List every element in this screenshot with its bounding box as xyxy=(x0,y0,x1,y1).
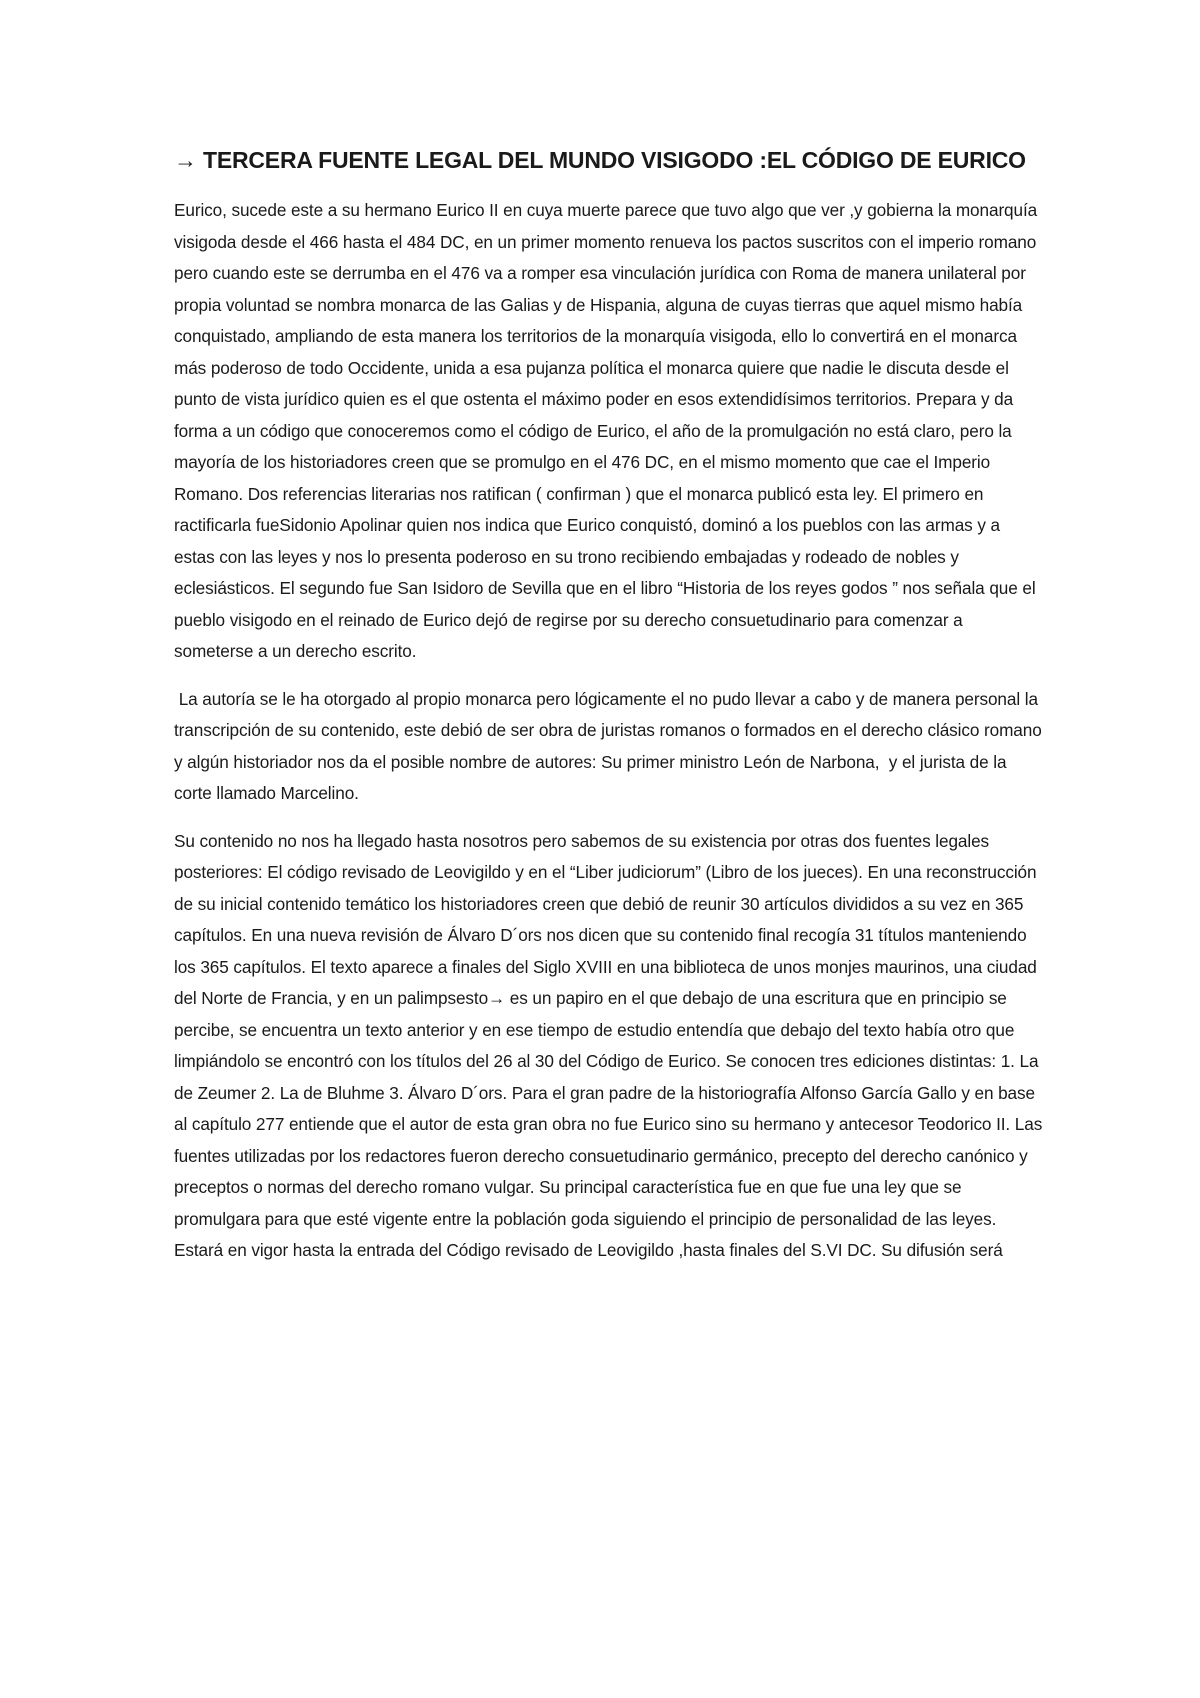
document-body xyxy=(174,143,1047,1283)
paragraph-3: Su contenido no nos ha llegado hasta nosotros pero sabemos de su existencia por otras dos fuentes legales posteriores: El código revisado de Leovigildo y en el “Liber judiciorum” (Libro de los jueces). En una reconstrucción de su inicial contenido temático los historiadores creen que debió de reunir 30 artículos divididos a su vez en 365 capítulos. En una nueva revisión de Álvaro D´ors nos dicen que su contenido final recogía 31 títulos manteniendo los 365 capítulos. El texto aparece a finales del Siglo XVIII en una biblioteca de unos monjes maurinos, una ciudad del Norte de Francia, y en un palimpsesto→ es un papiro en el que debajo de una escritura que en principio se percibe, se encuentra un texto anterior y en ese tiempo de estudio entendía que debajo del texto había otro que limpiándolo se encontró con los títulos del 26 al 30 del Código de Eurico. Se conocen tres ediciones distintas: 1. La de Zeumer 2. La de Bluhme 3. Álvaro D´ors. Para el gran padre de la historiografía Alfonso García Gallo y en base al capítulo 277 entiende que el autor de esta gran obra no fue Eurico sino su hermano y antecesor Teodorico II. Las fuentes utilizadas por los redactores fueron derecho consuetudinario germánico, precepto del derecho canónico y preceptos o normas del derecho romano vulgar. Su principal característica fue en que fue una ley que se promulgara para que esté vigente entre la población goda siguiendo el principio de personalidad de las leyes. Estará en vigor hasta la entrada del Código revisado de Leovigildo ,hasta finales del S.VI DC. Su difusión será xyxy=(174,830,1043,1260)
paragraph-2: La autoría se le ha otorgado al propio monarca pero lógicamente el no pudo llevar a cabo y de manera personal la transcripción de su contenido, este debió de ser obra de juristas romanos o formados en el derecho clásico romano y algún historiador nos da el posible nombre de autores: Su primer ministro León de Narbona, y el jurista de la corte llamado Marcelino. xyxy=(174,688,1047,803)
paragraph-1: Eurico, sucede este a su hermano Eurico II en cuya muerte parece que tuvo algo que ver ,y gobierna la monarquía visigoda desde el 466 hasta el 484 DC, en un primer momento renueva los pactos suscritos con el imperio romano pero cuando este se derrumba en el 476 va a romper esa vinculación jurídica con Roma de manera unilateral por propia voluntad se nombra monarca de las Galias y de Hispania, alguna de cuyas tierras que aquel mismo había conquistado, ampliando de esta manera los territorios de la monarquía visigoda, ello lo convertirá en el monarca más poderoso de todo Occidente, unida a esa pujanza política el monarca quiere que nadie le discuta desde el punto de vista jurídico quien es el que ostenta el máximo poder en esos extendidísimos territorios. Prepara y da forma a un código que conoceremos como el código de Eurico, el año de la promulgación no está claro, pero la mayoría de los historiadores creen que se promulgo en el 476 DC, en el mismo momento que cae el Imperio Romano. Dos referencias literarias nos ratifican ( confirman ) que el monarca publicó esta ley. El primero en ractificarla fueSidonio Apolinar quien nos indica que Eurico conquistó, dominó a los pueblos con las armas y a estas con las leyes y nos lo presenta poderoso en su trono recibiendo embajadas y rodeado de nobles y eclesiásticos. El segundo fue San Isidoro de Sevilla que en el libro “Historia de los reyes godos ” nos señala que el pueblo visigodo en el reinado de Eurico dejó de regirse por su derecho consuetudinario para comenzar a someterse a un derecho escrito. xyxy=(174,200,1038,661)
document-title: → TERCERA FUENTE LEGAL DEL MUNDO VISIGODO :EL CÓDIGO DE EURICO xyxy=(174,147,1026,173)
